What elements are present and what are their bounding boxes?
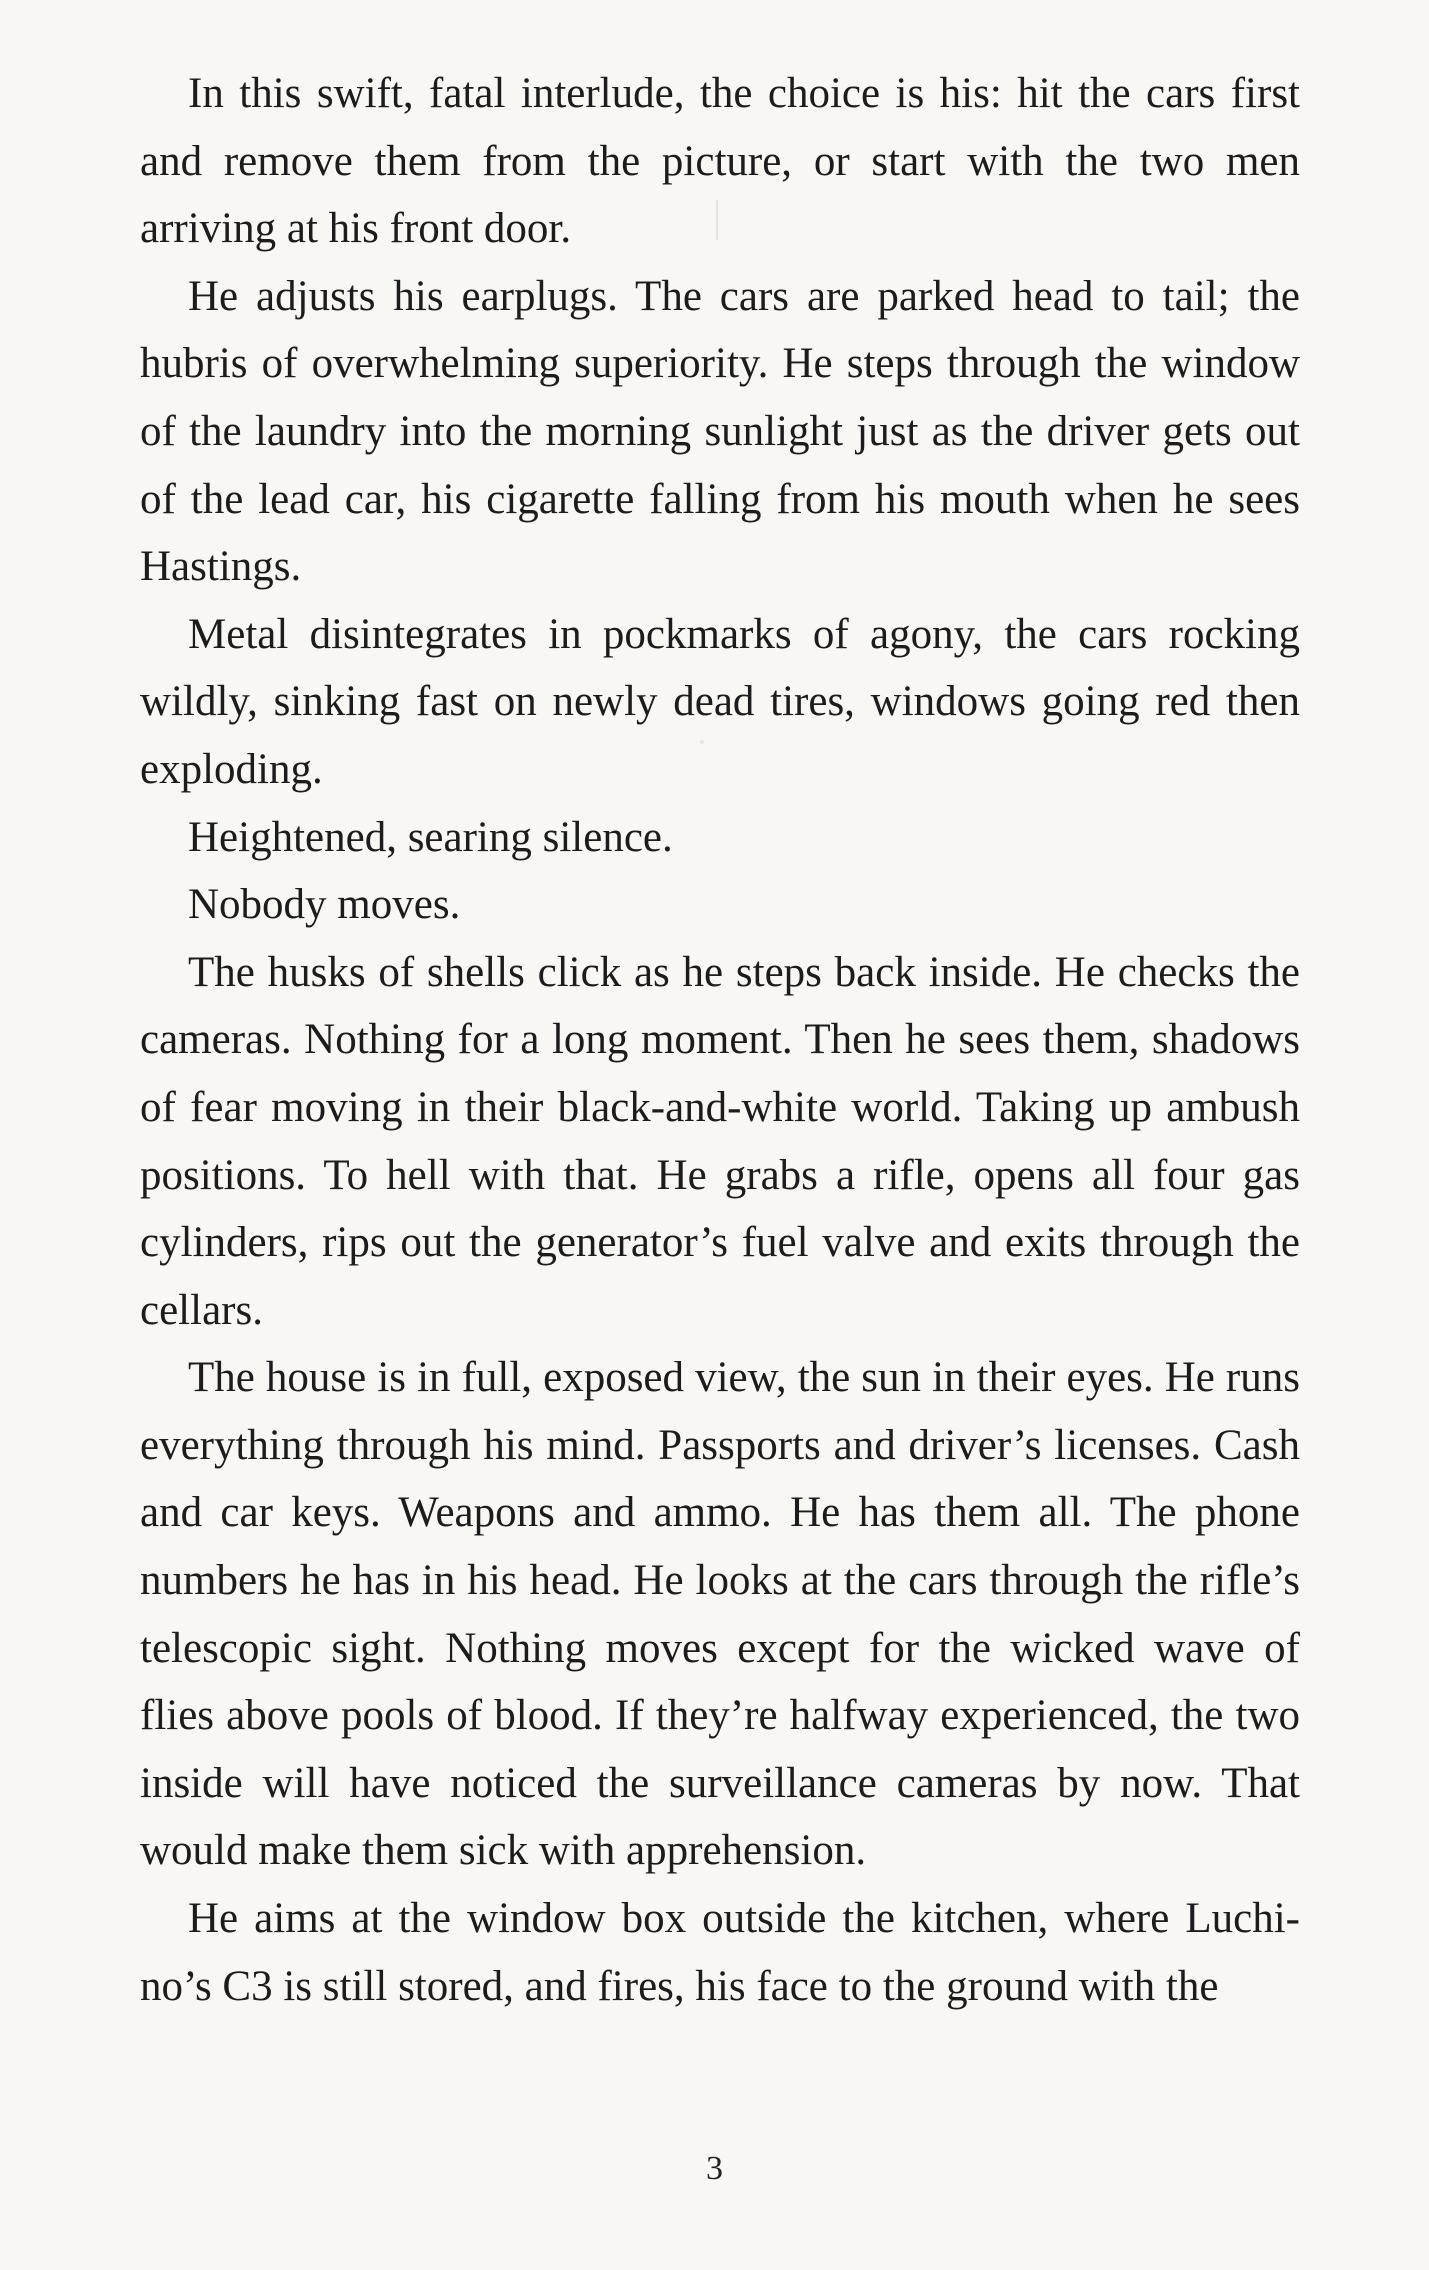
paragraph: Heightened, searing silence.	[188, 813, 673, 861]
paragraph: He adjusts his earplugs. The cars are parked head to tail; the hubris of overwhelming superiority. He steps through the window of the laundry into the morning sunlight just as the driver gets out of the lead car, his cigarette falling from his mouth when he sees Hastings.	[140, 272, 1300, 591]
page-number: 3	[706, 2150, 723, 2187]
paragraph: Metal disintegrates in pockmarks of agony, the cars rocking wildly, sinking fast on newly dead tires, windows going red then exploding.	[140, 610, 1300, 793]
paragraph: The house is in full, exposed view, the sun in their eyes. He runs everything through his mind. Passports and driver’s licenses. Cash and car keys. Weapons and ammo. He has them all. The phone numbers he has in his head. He looks at the cars through the rifle’s telescopic sight. Nothing moves except for the wicked wave of flies above pools of blood. If they’re halfway experienced, the two inside will have noticed the surveillance cameras by now. That would make them sick with apprehension.	[140, 1354, 1300, 1875]
paragraph: In this swift, fatal interlude, the choice is his: hit the cars first and remove them from the picture, or start with the two men arriving at his front door.	[140, 70, 1300, 253]
paragraph: He aims at the window box outside the kitchen, where Luchino’s C3 is still stored, and fires, his face to the ground with the	[140, 1895, 1300, 2010]
paragraph: The husks of shells click as he steps back inside. He checks the cameras. Nothing for a long moment. Then he sees them, shadows of fear moving in their black-and-white world. Taking up ambush positions. To hell with that. He grabs a rifle, opens all four gas cylinders, rips out the generator’s fuel valve and exits through the cellars.	[140, 948, 1300, 1334]
paragraph: Nobody moves.	[188, 881, 461, 929]
body-text	[140, 60, 1300, 2020]
